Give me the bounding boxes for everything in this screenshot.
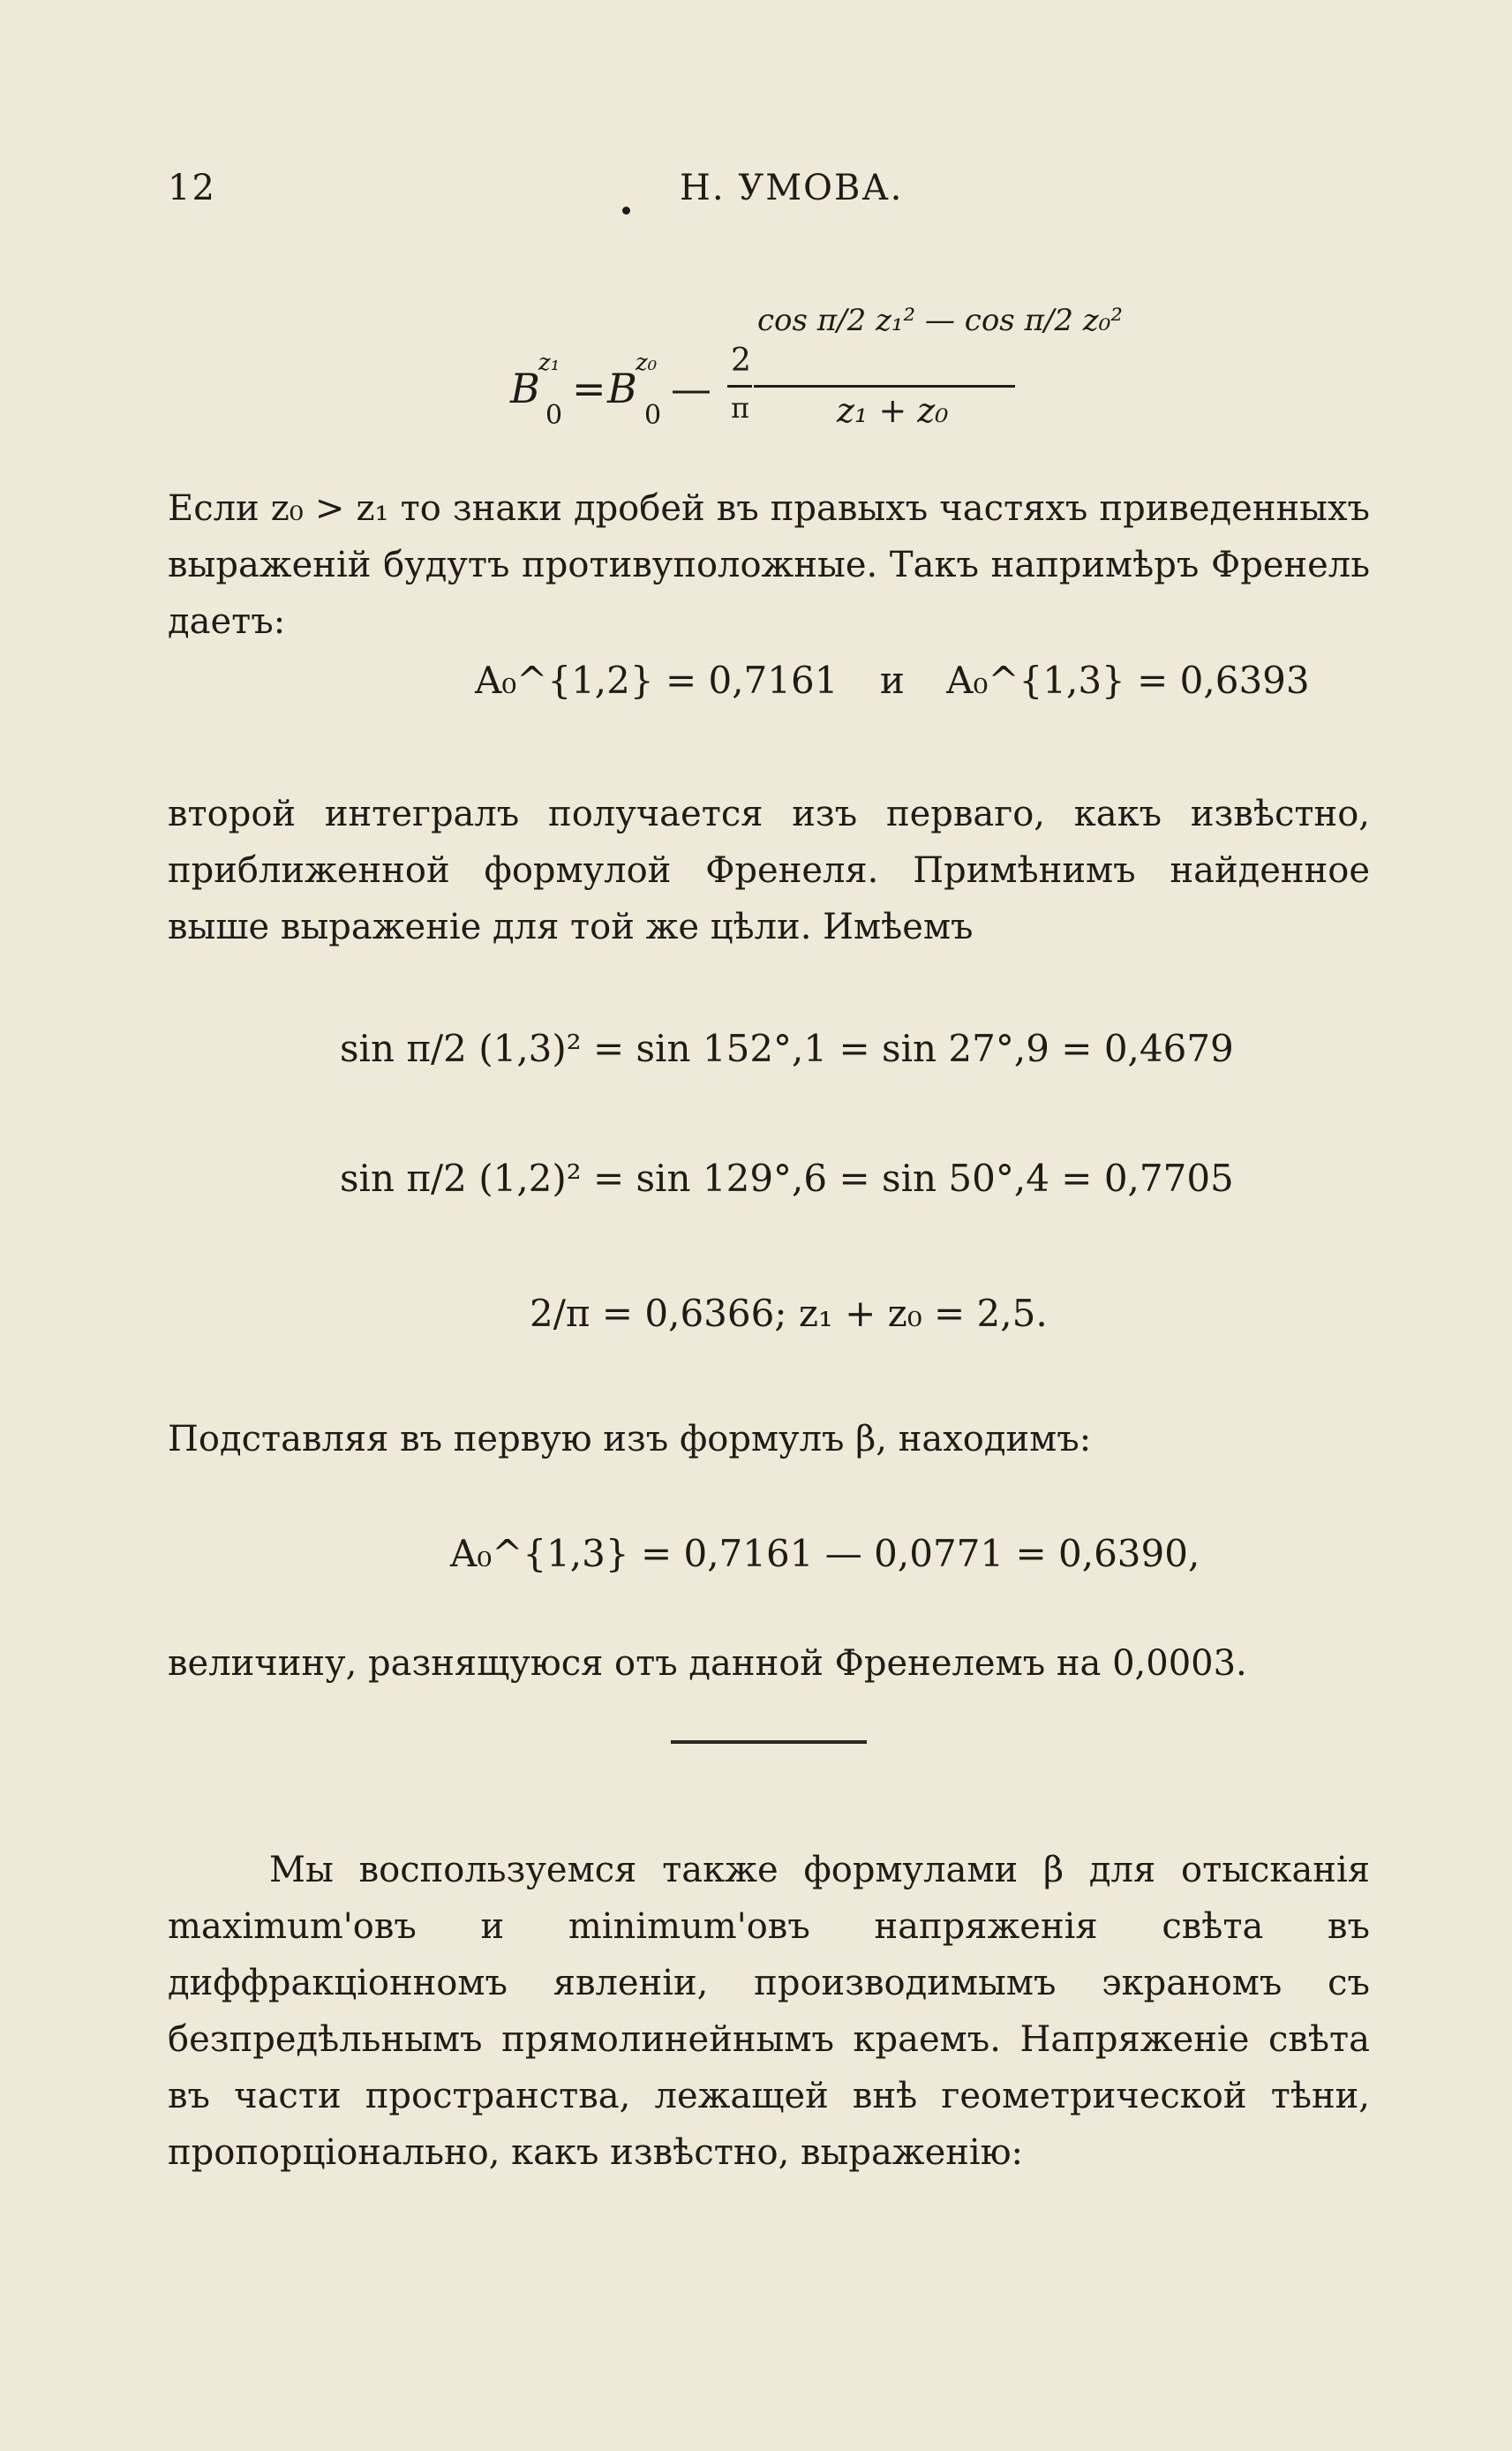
section-divider bbox=[671, 1740, 867, 1744]
formula-b-numerator: cos π/2 z₁² — cos π/2 z₀² bbox=[757, 303, 1123, 338]
formula-a-conj: и bbox=[879, 659, 905, 702]
formula-sin-1: sin π/2 (1,3)² = sin 152°,1 = sin 27°,9 = 0,4679 bbox=[340, 1027, 1234, 1070]
formula-b-rhs-sup: z₀ bbox=[636, 350, 658, 376]
paragraph-5: Мы воспользуемся также формулами β для отысканія maximum'овъ и minimum'овъ напряженія свѣта въ диффракціонномъ явленіи, производимымъ экраномъ съ безпредѣльнымъ прямолинейнымъ краемъ. Напряженіе свѣта въ части пространства, лежащей внѣ геометрической тѣни, пропорціонально, какъ извѣстно, выраженію: bbox=[168, 1850, 1370, 2173]
formula-b-rhs: B bbox=[607, 365, 637, 412]
page-number: 12 bbox=[168, 168, 216, 208]
paragraph-3: Подставляя въ первую изъ формулъ β, находимъ: bbox=[168, 1419, 1092, 1459]
formula-b-eq: = bbox=[572, 365, 606, 412]
paragraph-4: величину, разнящуюся отъ данной Френелемъ на 0,0003. bbox=[168, 1643, 1247, 1684]
formula-a-part2: A₀^{1,3} = 0,6393 bbox=[946, 659, 1310, 702]
formula-b-lhs-sub: 0 bbox=[545, 400, 563, 431]
formula-sin-2: sin π/2 (1,2)² = sin 129°,6 = sin 50°,4 = 0,7705 bbox=[340, 1157, 1234, 1200]
formula-b-minus: — bbox=[671, 365, 711, 412]
formula-b-lhs-sup: z₁ bbox=[538, 350, 560, 376]
formula-b-two: 2 bbox=[731, 343, 751, 379]
fraction-bar-2pi bbox=[727, 385, 752, 388]
fraction-bar-main bbox=[754, 385, 1015, 388]
formula-b-rhs-sub: 0 bbox=[644, 400, 662, 431]
running-title: Н. УМОВА. bbox=[680, 168, 904, 208]
formula-ratio: 2/π = 0,6366; z₁ + z₀ = 2,5. bbox=[530, 1292, 1048, 1335]
formula-b bbox=[510, 281, 1123, 449]
ink-dot bbox=[622, 207, 630, 215]
formula-result: A₀^{1,3} = 0,7161 — 0,0771 = 0,6390, bbox=[450, 1532, 1200, 1575]
formula-b-denominator: z₁ + z₀ bbox=[837, 391, 949, 430]
formula-a-values bbox=[475, 659, 1310, 702]
paragraph-1: Если z₀ > z₁ то знаки дробей въ правыхъ частяхъ приведенныхъ выраженій будутъ противуположные. Такъ напримѣръ Френель даетъ: bbox=[168, 488, 1370, 642]
formula-b-lhs: B bbox=[510, 365, 540, 412]
formula-b-pi: π bbox=[731, 391, 750, 425]
formula-a-part1: A₀^{1,2} = 0,7161 bbox=[475, 659, 839, 702]
paragraph-2: второй интегралъ получается изъ перваго, какъ извѣстно, приближенной формулой Френеля. Примѣнимъ найденное выше выраженіе для той же цѣли. Имѣемъ bbox=[168, 794, 1370, 947]
